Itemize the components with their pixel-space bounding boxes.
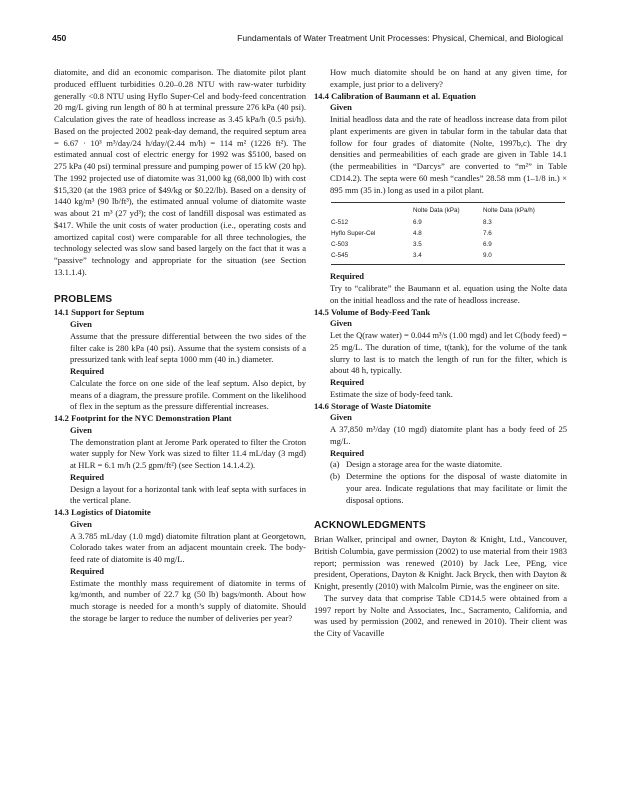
required-label: Required — [330, 447, 365, 458]
problem-14-1-body — [54, 319, 306, 413]
problem-14-6-given: A 37,850 m³/day (10 mgd) diatomite plant has a body feed of 25 mg/L. — [330, 424, 567, 446]
table-cell: C-503 — [331, 241, 349, 249]
required-label: Required — [70, 366, 105, 376]
table-cell: C-512 — [331, 219, 349, 227]
table-cell: Hyflo Super-Cel — [331, 230, 376, 238]
table-cell: 7.6 — [483, 230, 492, 238]
table-header-row — [331, 203, 565, 218]
table-row — [331, 217, 565, 228]
problem-14-5-title: 14.5 Volume of Body-Feed Tank — [314, 306, 431, 317]
page-number: 450 — [52, 33, 67, 43]
table-header-cell: Nolte Data (kPa) — [413, 203, 483, 218]
problem-14-4-given: Initial headloss data and the rate of headloss increase data from pilot plant experiments are given in tabular form in the tabular data that follow for four grades of diatomite (Nolte, 1997b,c). The dry densities and permeabilities of each grade are given in Table 14.1 (the permeabilities in “Darcys” are converted to “m²” in Table CD14.2). The septa were 60 mesh “candles” 28.58 mm (1–1/8 in.) × 895 mm (35 in.) long as used in a pilot plant. — [330, 114, 567, 195]
page-header — [52, 33, 563, 49]
required-label: Required — [330, 377, 365, 387]
given-label: Given — [70, 319, 92, 329]
table-cell: 3.5 — [413, 241, 422, 249]
problem-14-5-body — [314, 318, 567, 400]
table-row — [331, 239, 565, 250]
problem-14-5-given: Let the Q(raw water) = 0.044 m³/s (1.00 mgd) and let C(body feed) = 25 mg/L. The duration of time, t(tank), for the volume of the tank slurry to last is to match the length of run for the filter, which is about 48 h, typically. — [330, 330, 567, 376]
list-item-text: Determine the options for the disposal of waste diatomite in your area. Indicate regulations that may facilitate or limit the disposal options. — [346, 471, 567, 505]
problem-14-4-body — [314, 102, 567, 196]
required-label: Required — [70, 471, 105, 482]
problem-14-6-title: 14.6 Storage of Waste Diatomite — [314, 400, 431, 411]
problem-14-5-required: Estimate the size of body-feed tank. — [330, 388, 453, 399]
required-label: Required — [70, 565, 105, 576]
acknowledgments-paragraph-1: Brian Walker, principal and owner, Dayton & Knight, Ltd., Vancouver, British Columbia, gave permission (2002) to use material from their 1983 report; permission was renewed (2010) by Jack Lee, PEng, vice president, Operations, Dayton & Knight. Jack Bryck, then with Dayton & Knight, presently (2010) with Malcolm Pirnie, was the engineer on site. — [314, 534, 567, 591]
list-item-label: (a) — [330, 459, 340, 470]
table-cell: 6.9 — [483, 241, 492, 249]
table-row — [331, 228, 565, 239]
problems-heading: PROBLEMS — [54, 293, 113, 305]
problem-14-1-title: 14.1 Support for Septum — [54, 307, 145, 318]
given-label: Given — [70, 518, 92, 529]
problem-14-3-given: A 3.785 mL/day (1.0 mgd) diatomite filtration plant at Georgetown, Colorado takes water from an adjacent mountain creek. The body-feed rate of diatomite is 40 mg/L. — [70, 530, 306, 564]
problem-14-2-title: 14.2 Footprint for the NYC Demonstration Plant — [54, 413, 232, 423]
given-label: Given — [70, 424, 92, 435]
problem-14-4-title: 14.4 Calibration of Baumann et al. Equation — [314, 90, 476, 101]
intro-paragraph: diatomite, and did an economic comparison. The diatomite pilot plant produced effluent turbidities 0.20–0.28 NTU with raw-water turbidity generally <0.8 NTU using Hyflo Super-Cel and body-feed concentration 20 mg/L giving run length of 80 h at terminal pressure 276 kPa (40 psi). Calculation gives the rate of headloss increase as 3.45 kPa/h (0.5 psi/h). Based on the projected 2002 peak-day demand, the required septum area = 6.67 · 10³ m³/day/24 h/day/(2.44 m/h) = 114 m² (1226 ft²). The estimated annual cost of electric energy for 1992 was $5100, based on 275 kPa (40 psi) terminal pressure and pumping power of 15 kW (20 hp). The 1992 projected use of diatomite was 31,000 kg (68,000 lb) with cost $15,320 (at the 1983 price of $49/kg or $0.22/lb). Based on a density of 1440 kg/m³ (90 lb/ft³), the estimated annual volume of diatomite waste was about 21 m³ (27 yd³); the cost of landfill disposal was estimated as $417. While the unit costs of water production (i.e., operating costs and amortized capital cost) were comparable for all three technologies, the technology selected was slow sand based largely on the fact that it was a “passive” technology and appropriate for the situation (see Section 13.1.1.4). — [54, 67, 306, 277]
table-cell: 4.8 — [413, 230, 422, 238]
problem-14-4-required-block — [314, 271, 567, 306]
problem-14-1-required: Calculate the force on one side of the leaf septum. Also depict, by means of a diagram, the pressure profile. Comment on the likelihood of flex in the septum as the pressure differential increases. — [70, 377, 306, 412]
nolte-data-table — [331, 202, 565, 265]
table-cell: 3.4 — [413, 250, 483, 265]
list-item-text: Design a storage area for the waste diatomite. — [346, 459, 503, 470]
problem-14-3-required: Estimate the monthly mass requirement of diatomite in terms of kg/month, and number of 22.7 kg (50 lb) bags/month. About how much storage is needed for a month’s supply of diatomite. Should the storage be larger to reduce the number of deliveries per year? — [70, 577, 306, 623]
running-title: Fundamentals of Water Treatment Unit Processes: Physical, Chemical, and Biological — [237, 33, 563, 43]
problem-14-1-given: Assume that the pressure differential between the two sides of the filter cake is 280 kPa (40 psi). Assume that the system consists of a pressurized tank with leaf septa 1000 mm (40 in.) diameter. — [70, 330, 306, 365]
required-label: Required — [330, 271, 365, 282]
problem-14-3-body — [54, 519, 306, 625]
problem-14-2-body — [54, 425, 306, 507]
list-item-label: (b) — [330, 471, 340, 481]
table-cell: 6.9 — [413, 219, 422, 227]
problem-14-6-body — [314, 412, 567, 506]
acknowledgments-paragraph-2: The survey data that comprise Table CD14.5 were obtained from a 1997 report by Nolte and Associates, Inc., Sacramento, California, and was used by permission (2002, and renewed in 2010). Their client was the City of Vacaville — [314, 592, 567, 638]
table-header-cell — [331, 203, 413, 218]
table-header-cell: Nolte Data (kPa/h) — [483, 203, 565, 218]
given-label: Given — [330, 318, 352, 329]
acknowledgments-heading: ACKNOWLEDGMENTS — [314, 520, 426, 532]
problem-14-3-continuation: How much diatomite should be on hand at any given time, for example, just prior to a delivery? — [330, 67, 567, 89]
list-item — [330, 459, 567, 471]
table-cell: 9.0 — [483, 250, 565, 265]
table-cell: 8.3 — [483, 219, 492, 227]
table-row — [331, 250, 565, 265]
given-label: Given — [330, 102, 352, 113]
problem-14-4-required: Try to “calibrate” the Baumann et al. equation using the Nolte data on the initial headloss and the rate of headloss increase. — [330, 283, 567, 305]
problem-14-2-required: Design a layout for a horizontal tank with leaf septa with surfaces in the vertical plane. — [70, 483, 306, 506]
given-label: Given — [330, 412, 352, 423]
right-column — [314, 67, 567, 640]
problem-14-2-given: The demonstration plant at Jerome Park operated to filter the Croton water supply for New York was sized to filter 11.4 mL/day (3 mgd) at HLR = 6.1 m/h (2.5 gpm/ft²) (see Section 14.1.4.2). — [70, 436, 306, 470]
problem-14-3-title: 14.3 Logistics of Diatomite — [54, 507, 151, 517]
table-cell: C-545 — [331, 250, 413, 265]
list-item — [330, 471, 567, 506]
left-column — [54, 67, 306, 625]
